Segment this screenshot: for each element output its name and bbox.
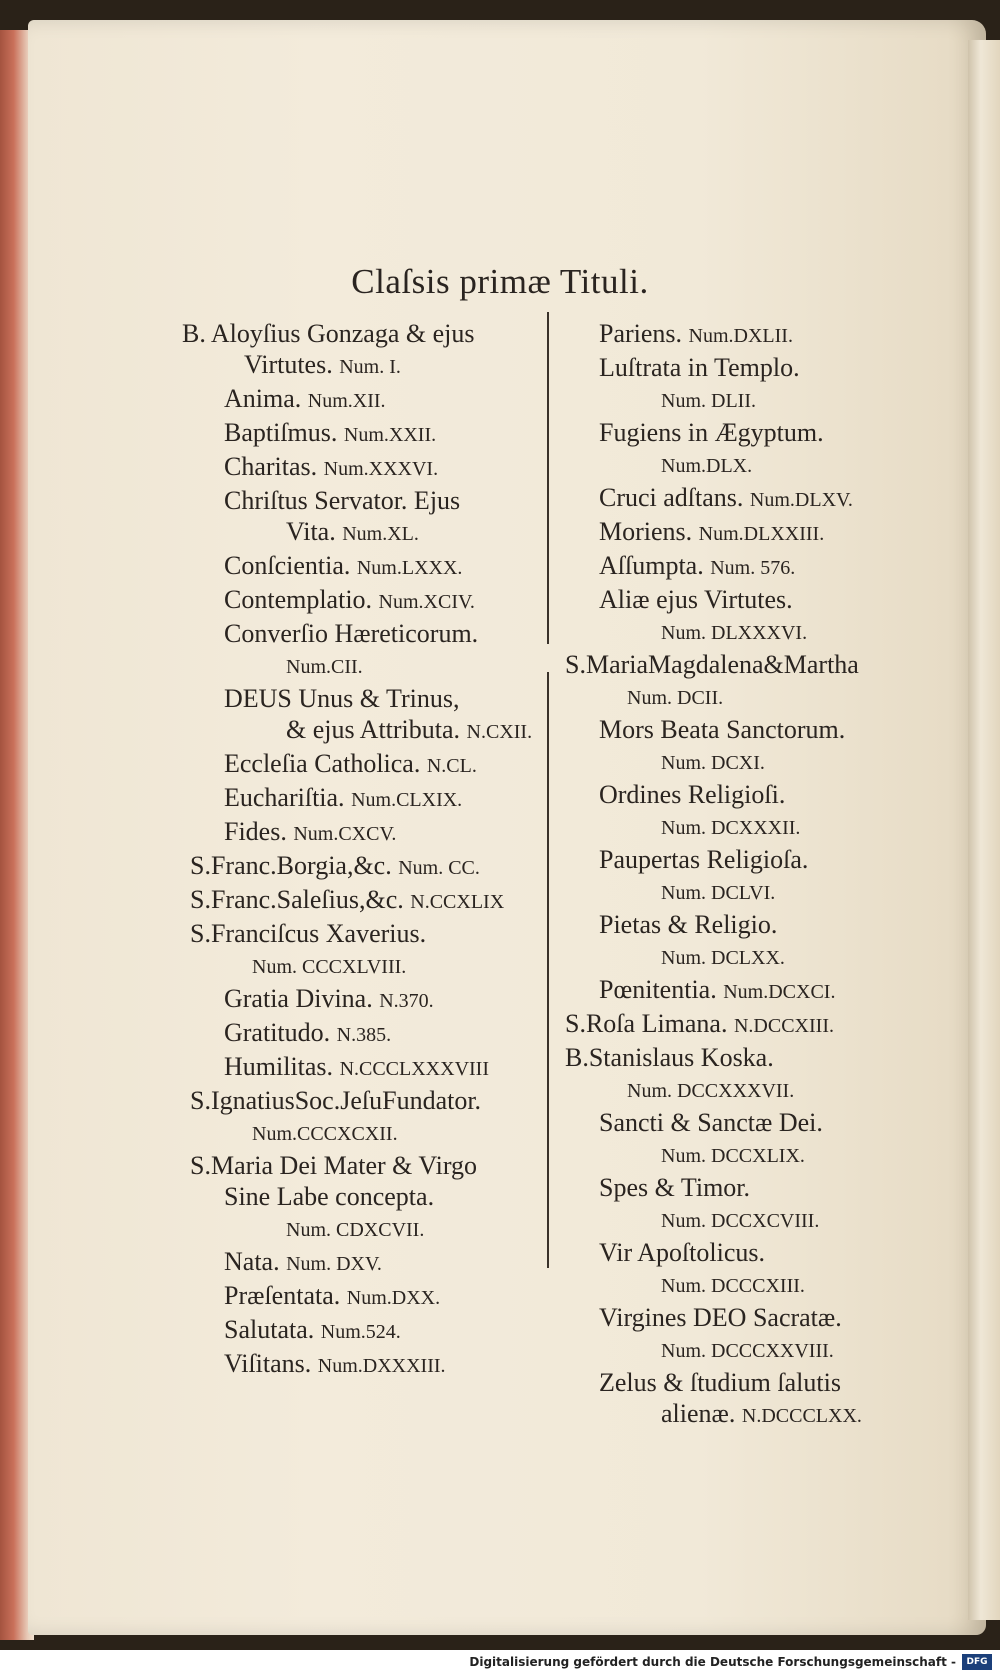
- entry-number: N.CCCLXXXVIII: [339, 1058, 489, 1080]
- index-entry: [190, 1085, 550, 1150]
- entry-number: Num.DXLII.: [688, 325, 793, 347]
- entry-title: Sancti & Sanctæ Dei.: [599, 1108, 823, 1137]
- entry-title: Ordines Religioſi.: [599, 780, 786, 809]
- entry-number: Num. DCCXLIX.: [661, 1145, 805, 1167]
- entry-number: Num.DXX.: [346, 1287, 441, 1309]
- entry-continuation: [224, 649, 550, 683]
- entry-title: Sine Labe concepta.: [224, 1182, 435, 1211]
- entry-title: Fides.: [224, 817, 287, 846]
- entry-number: Num. DCLVI.: [661, 882, 776, 904]
- entry-title: Spes & Timor.: [599, 1173, 751, 1202]
- entry-number: Num.DLXV.: [749, 489, 853, 511]
- index-entry: [565, 844, 940, 909]
- entry-number: N.DCCXIII.: [733, 1015, 834, 1037]
- index-entry: [190, 550, 550, 584]
- entry-number: N.DCCCLXX.: [741, 1405, 862, 1427]
- index-entry: [565, 909, 940, 974]
- index-entry: [182, 318, 550, 383]
- entry-continuation: [565, 1073, 940, 1107]
- dfg-logo: DFG: [962, 1654, 992, 1670]
- entry-title: Contemplatio.: [224, 585, 373, 614]
- index-entry: [190, 451, 550, 485]
- entry-number: Num.XII.: [307, 390, 386, 412]
- index-entry: [190, 1017, 550, 1051]
- index-entry: [190, 584, 550, 618]
- index-entry: [565, 584, 940, 649]
- entry-title: Fugiens in Ægyptum.: [599, 418, 824, 447]
- entry-number: Num. DCII.: [627, 687, 724, 709]
- entry-title: S.IgnatiusSoc.JeſuFundator.: [190, 1086, 482, 1115]
- entry-continuation: [190, 949, 550, 983]
- entry-number: Num.LXXX.: [356, 557, 463, 579]
- index-entry: [565, 1042, 940, 1107]
- entry-continuation: [599, 1333, 940, 1367]
- index-entry: [190, 383, 550, 417]
- entry-number: Num. DXV.: [286, 1253, 382, 1275]
- entry-number: Num.CCCXCXII.: [252, 1123, 398, 1145]
- entry-number: Num. 576.: [710, 557, 796, 579]
- entry-number: Num. DCXI.: [661, 752, 765, 774]
- entry-title: Charitas.: [224, 452, 318, 481]
- entry-continuation: [190, 1116, 550, 1150]
- entry-continuation: [599, 745, 940, 779]
- index-entry: [190, 850, 550, 884]
- index-entry: [565, 417, 940, 482]
- entry-continuation: [599, 875, 940, 909]
- entry-continuation: [599, 1203, 940, 1237]
- index-entry: [565, 352, 940, 417]
- index-entry: [190, 748, 550, 782]
- entry-continuation: [599, 940, 940, 974]
- entry-title: S.MariaMagdalena&Martha: [565, 650, 859, 679]
- entry-continuation: [224, 714, 550, 748]
- entry-number: N.CCXLIX: [410, 891, 505, 913]
- entry-continuation: [599, 1398, 940, 1432]
- index-entry: [565, 1172, 940, 1237]
- entry-title: Pietas & Religio.: [599, 910, 778, 939]
- entry-number: N.CXII.: [466, 721, 533, 743]
- entry-number: Num. CCCXLVIII.: [252, 956, 407, 978]
- index-entry: [190, 816, 550, 850]
- entry-number: N.370.: [379, 990, 434, 1012]
- entry-title: S.Franciſcus Xaverius.: [190, 919, 427, 948]
- entry-title: Humilitas.: [224, 1052, 334, 1081]
- entry-title: Virgines DEO Sacratæ.: [599, 1303, 842, 1332]
- entry-title: Præſentata.: [224, 1281, 341, 1310]
- index-entry: [190, 683, 550, 748]
- entry-title: Aliæ ejus Virtutes.: [599, 585, 793, 614]
- entry-continuation-text: & ejus Attributa.: [286, 715, 461, 744]
- entry-title: Euchariſtia.: [224, 783, 345, 812]
- entry-continuation-text: alienæ.: [661, 1399, 736, 1428]
- index-entry: [190, 884, 550, 918]
- left-index-column: [182, 318, 550, 1382]
- entry-title: Viſitans.: [224, 1349, 312, 1378]
- entry-number: Num.XXII.: [343, 424, 437, 446]
- index-entry: [190, 1181, 550, 1246]
- entry-title: Aſſumpta.: [599, 551, 704, 580]
- index-entry: [565, 550, 940, 584]
- entry-title: Salutata.: [224, 1315, 315, 1344]
- entry-continuation: [224, 1212, 550, 1246]
- index-entry: [190, 782, 550, 816]
- index-entry: [190, 918, 550, 983]
- entry-title: B. Aloyſius Gonzaga & ejus: [182, 319, 475, 348]
- footer-credit: Digitalisierung gefördert durch die Deutsche Forschungsgemeinschaft -: [469, 1655, 956, 1669]
- entry-title: Moriens.: [599, 517, 693, 546]
- index-entry: [565, 1008, 940, 1042]
- entry-continuation: [182, 349, 550, 383]
- entry-title: Conſcientia.: [224, 551, 351, 580]
- entry-title: Anima.: [224, 384, 302, 413]
- entry-title: S.Franc.Saleſius,&c.: [190, 885, 404, 914]
- index-entry: [565, 1367, 940, 1432]
- entry-continuation-text: Virtutes.: [244, 350, 333, 379]
- footer-bar: [0, 1650, 1000, 1676]
- entry-title: Mors Beata Sanctorum.: [599, 715, 846, 744]
- entry-number: Num.CLXIX.: [351, 789, 463, 811]
- index-entry: [565, 318, 940, 352]
- entry-title: Gratitudo.: [224, 1018, 331, 1047]
- entry-continuation: [224, 516, 550, 550]
- entry-title: Cruci adſtans.: [599, 483, 744, 512]
- index-entry: [190, 1348, 550, 1382]
- index-entry: [190, 1246, 550, 1280]
- index-entry: [565, 714, 940, 779]
- entry-number: Num.DLX.: [661, 455, 753, 477]
- entry-number: N.CL.: [426, 755, 477, 777]
- entry-number: Num. DCCCXXVIII.: [661, 1340, 834, 1362]
- entry-continuation: [599, 615, 940, 649]
- entry-number: Num. DLXXXVI.: [661, 622, 808, 644]
- entry-title: S.Franc.Borgia,&c.: [190, 851, 392, 880]
- entry-continuation: [599, 810, 940, 844]
- entry-number: Num.XCIV.: [378, 591, 475, 613]
- entry-number: Num.DLXXIII.: [698, 523, 825, 545]
- index-entry: [565, 516, 940, 550]
- index-entry: [565, 1107, 940, 1172]
- index-entry: [565, 974, 940, 1008]
- entry-number: Num.XXXVI.: [323, 458, 439, 480]
- index-entry: [190, 1051, 550, 1085]
- index-entry: [190, 485, 550, 550]
- index-entry: [565, 482, 940, 516]
- index-entry: [190, 1150, 550, 1181]
- entry-continuation: [599, 1138, 940, 1172]
- entry-number: Num. DCCXXXVII.: [627, 1080, 795, 1102]
- entry-title: Converſio Hæreticorum.: [224, 619, 479, 648]
- page-title: Claſsis primæ Tituli.: [351, 262, 649, 301]
- entry-number: Num.XL.: [342, 523, 419, 545]
- entry-continuation: [599, 448, 940, 482]
- entry-continuation: [599, 383, 940, 417]
- entry-continuation-text: Vita.: [286, 517, 336, 546]
- entry-title: B.Stanislaus Koska.: [565, 1043, 774, 1072]
- entry-title: Eccleſia Catholica.: [224, 749, 421, 778]
- index-entry: [565, 1237, 940, 1302]
- index-entry: [190, 983, 550, 1017]
- index-entry: [190, 417, 550, 451]
- index-entry: [190, 1280, 550, 1314]
- index-entry: [190, 618, 550, 683]
- entry-title: DEUS Unus & Trinus,: [224, 684, 460, 713]
- entry-number: Num. CDXCVII.: [286, 1219, 425, 1241]
- entry-number: Num. DCCXCVIII.: [661, 1210, 820, 1232]
- entry-number: Num.DXXXIII.: [317, 1355, 446, 1377]
- entry-title: Zelus & ſtudium ſalutis: [599, 1368, 841, 1397]
- entry-title: S.Roſa Limana.: [565, 1009, 728, 1038]
- entry-number: N.385.: [336, 1024, 392, 1046]
- entry-title: Pœnitentia.: [599, 975, 717, 1004]
- index-entry: [565, 1302, 940, 1367]
- entry-number: Num.CII.: [286, 656, 363, 678]
- entry-title: Pariens.: [599, 319, 683, 348]
- entry-title: Chriſtus Servator. Ejus: [224, 486, 461, 515]
- entry-title: Gratia Divina.: [224, 984, 373, 1013]
- entry-title: Paupertas Religioſa.: [599, 845, 809, 874]
- entry-number: Num.524.: [320, 1321, 401, 1343]
- entry-title: Luſtrata in Templo.: [599, 353, 800, 382]
- index-entry: [565, 779, 940, 844]
- entry-number: Num. DLII.: [661, 390, 756, 412]
- index-entry: [565, 649, 940, 714]
- entry-number: Num. CC.: [398, 857, 480, 879]
- entry-number: Num.DCXCI.: [723, 981, 836, 1003]
- entry-number: Num. DCLXX.: [661, 947, 785, 969]
- entry-title: Baptiſmus.: [224, 418, 338, 447]
- entry-continuation: [565, 680, 940, 714]
- right-index-column: [565, 318, 940, 1432]
- entry-title: Nata.: [224, 1247, 280, 1276]
- entry-number: Num. DCXXXII.: [661, 817, 801, 839]
- index-entry: [190, 1314, 550, 1348]
- entry-number: Num.CXCV.: [293, 823, 397, 845]
- entry-number: Num. DCCCXIII.: [661, 1275, 805, 1297]
- entry-continuation: [599, 1268, 940, 1302]
- entry-title: S.Maria Dei Mater & Virgo: [190, 1151, 478, 1180]
- entry-title: Vir Apoſtolicus.: [599, 1238, 765, 1267]
- entry-number: Num. I.: [339, 356, 401, 378]
